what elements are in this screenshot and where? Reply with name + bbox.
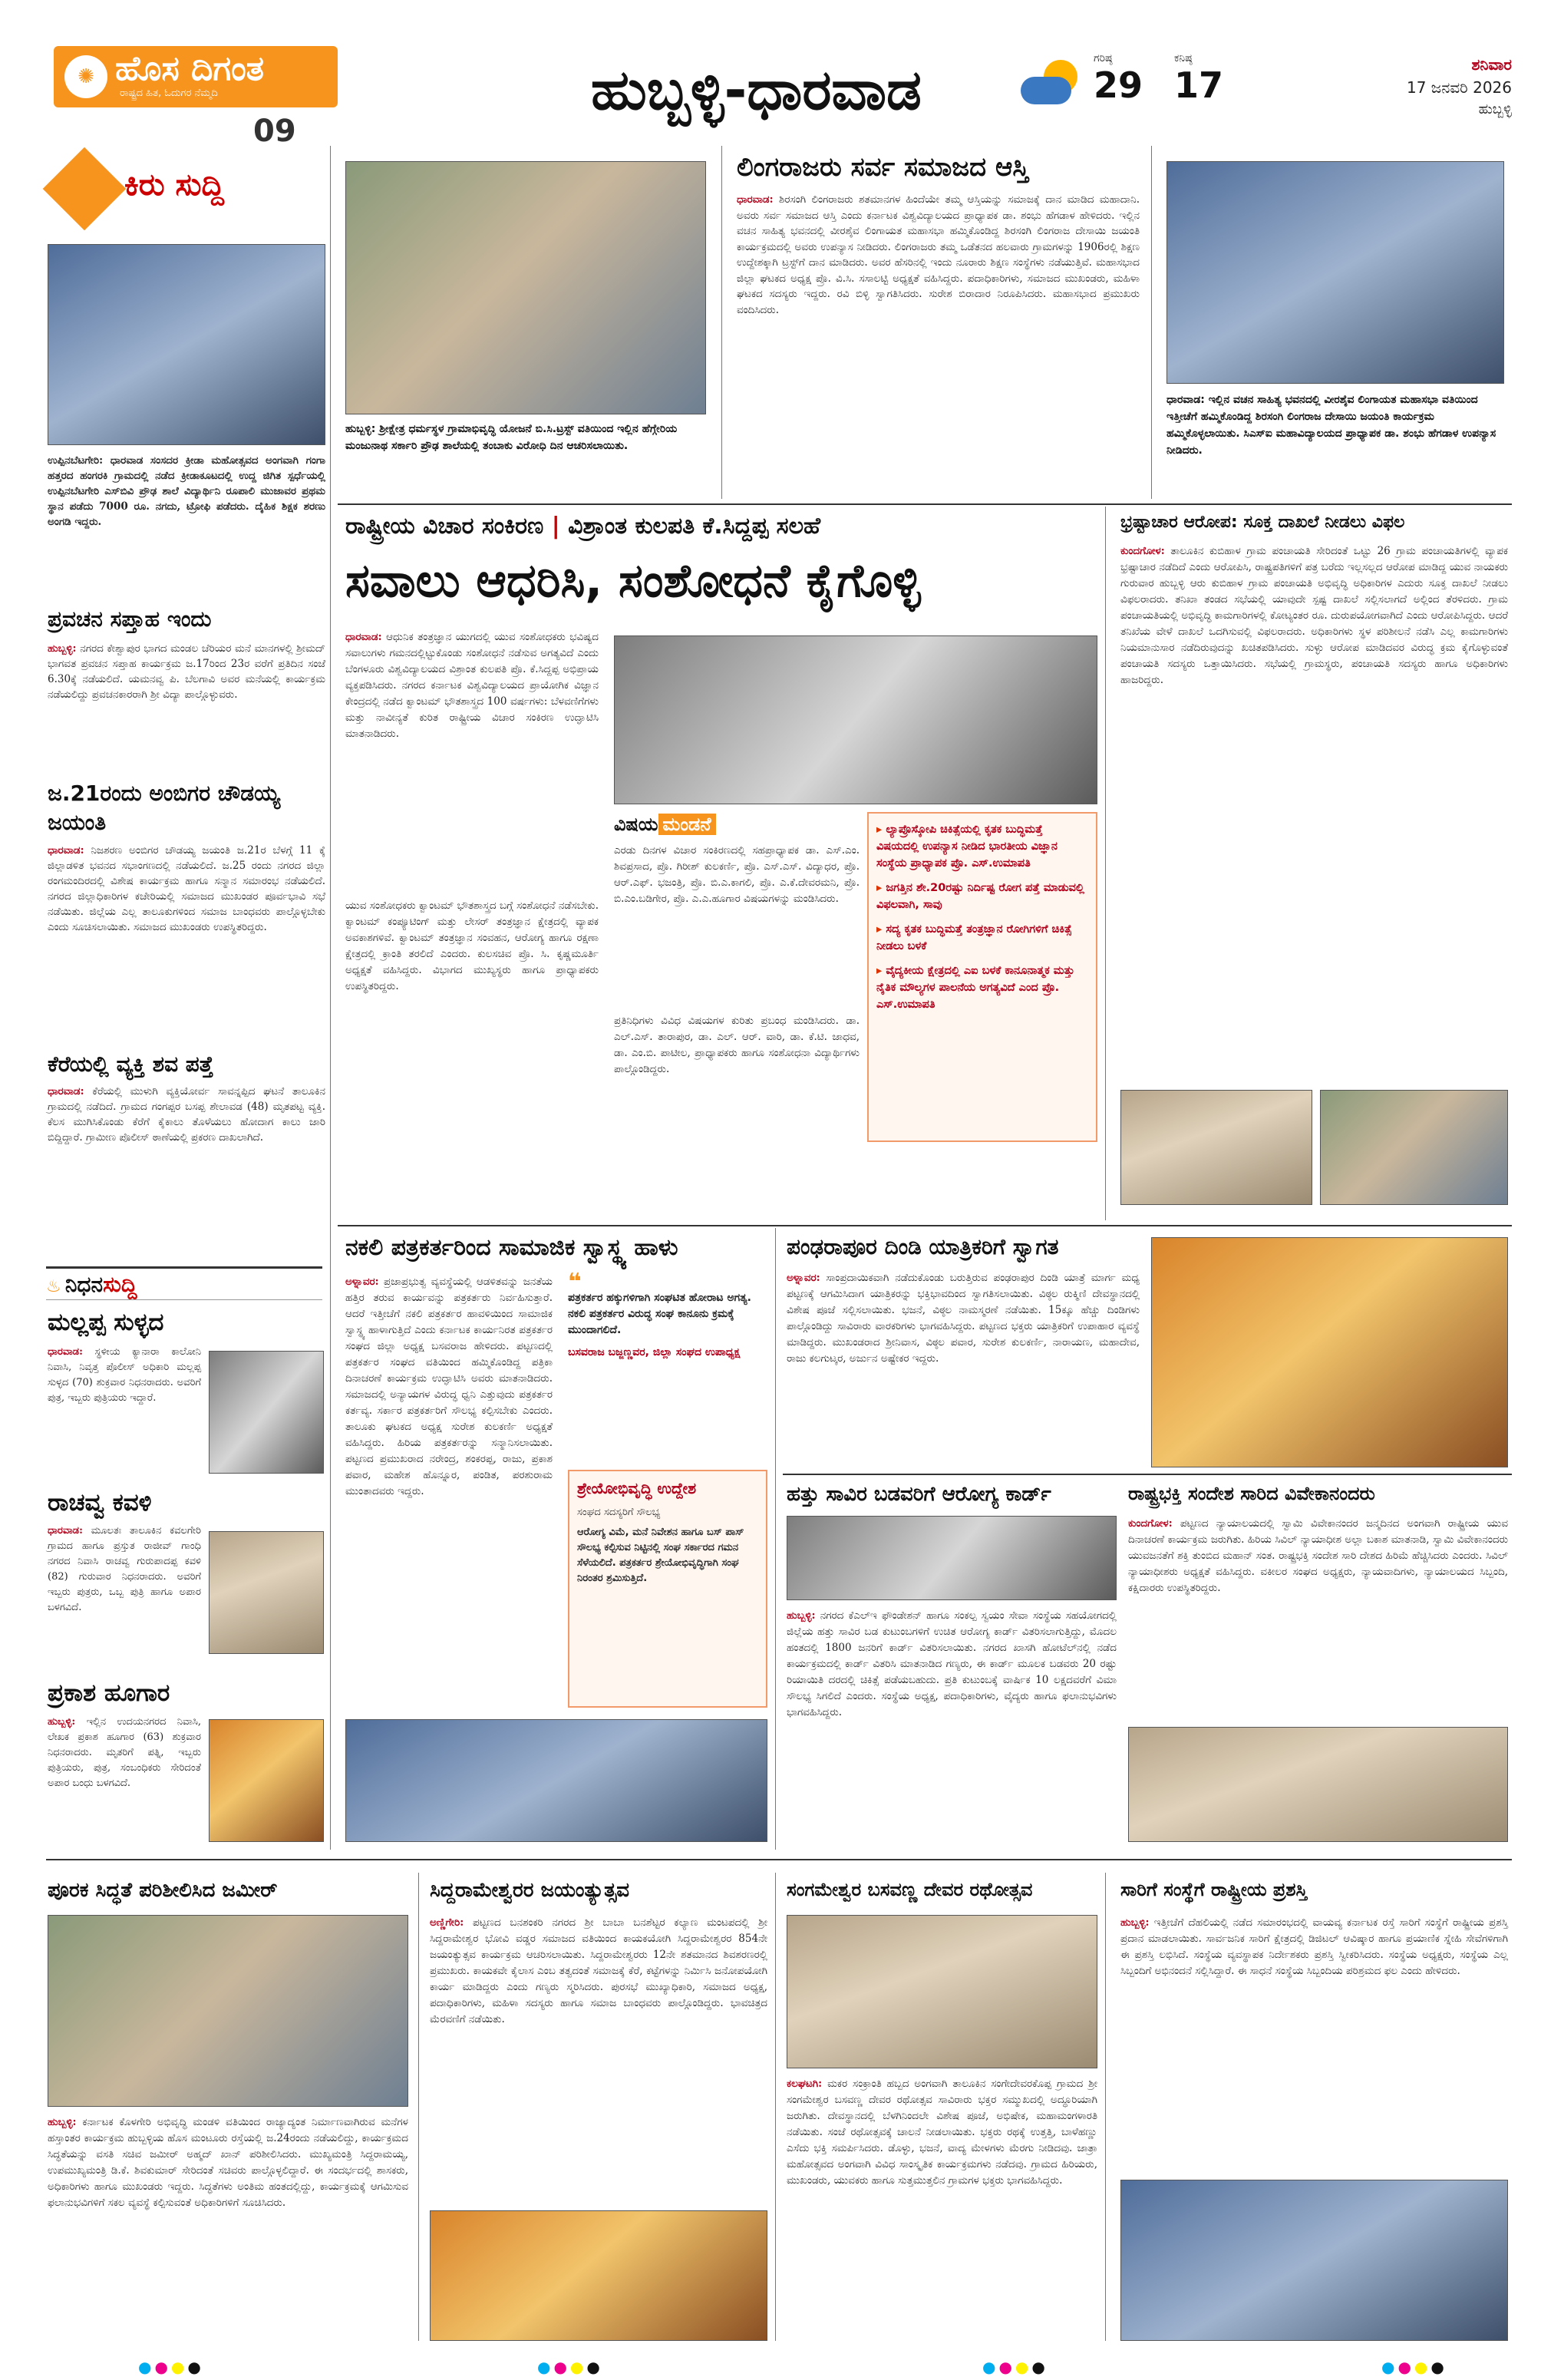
- sarige-article: [1120, 1915, 1508, 1979]
- siddarameshwara-dateline: ಅಣ್ಣಿಗೇರಿ:: [430, 1916, 464, 1929]
- pooraka-body: ಕರ್ನಾಟಕ ಕೊಳಗೇರಿ ಅಭಿವೃದ್ಧಿ ಮಂಡಳಿ ವತಿಯಿಂದ ರಾಜ್ಯಾದ್ಯಂತ ನಿರ್ಮಾಣವಾಗಿರುವ ಮನೆಗಳ ಹಸ್ತಾಂತರ ಕಾರ್ಯಕ್ರಮ ಹುಬ್ಬಳ್ಳಿಯ ಹೊಸ ಮಂಟೂರು ರಸ್ತೆಯಲ್ಲಿ ಜ.24ರಂದು ನಡೆಯಲಿದ್ದು, ಕಾರ್ಯಕ್ರಮದ ಸಿದ್ಧತೆಯನ್ನು ವಸತಿ ಸಚಿವ ಜಮೀರ್ ಅಹ್ಮದ್ ಖಾನ್ ಪರಿಶೀಲಿಸಿದರು. ಮುಖ್ಯಮಂತ್ರಿ ಸಿದ್ದರಾಮಯ್ಯ, ಉಪಮುಖ್ಯಮಂತ್ರಿ ಡಿ.ಕೆ. ಶಿವಕುಮಾರ್ ಸೇರಿದಂತೆ ಸಚಿವರು ಪಾಲ್ಗೊಳ್ಳಲಿದ್ದಾರೆ. ಈ ಸಂದರ್ಭದಲ್ಲಿ ಶಾಸಕರು, ಅಧಿಕಾರಿಗಳು ಹಾಗೂ ಮುಖಂಡರು ಇದ್ದರು. ಸಿದ್ಧತೆಗಳು ಅಂತಿಮ ಹಂತದಲ್ಲಿದ್ದು, ಕಾರ್ಯಕ್ರಮಕ್ಕೆ ಆಗಮಿಸುವ ಫಲಾನುಭವಿಗಳಿಗೆ ಸಕಲ ವ್ಯವಸ್ಥೆ ಕಲ್ಪಿಸುವಂತೆ ಅಧಿಕಾರಿಗಳಿಗೆ ಸೂಚಿಸಿದರು.: [48, 2116, 408, 2209]
- seminar-kicker-b: ವಿಶ್ರಾಂತ ಕುಲಪತಿ ಕೆ.ಸಿದ್ದಪ್ಪ ಸಲಹೆ: [568, 513, 821, 540]
- housing-inspection-photo: [48, 1915, 408, 2107]
- logo-title: ಹೊಸ ದಿಗಂತ: [115, 49, 265, 88]
- obit-3-body: ಇಲ್ಲಿನ ಉದಯನಗರದ ನಿವಾಸಿ, ಲೇಖಕ ಪ್ರಕಾಶ ಹೂಗಾರ (63) ಶುಕ್ರವಾರ ನಿಧನರಾದರು. ಮೃತರಿಗೆ ಪತ್ನಿ, ಇಬ್ಬರು ಪುತ್ರಿಯರು, ಪುತ್ರ, ಸಂಬಂಧಿಕರು ಸೇರಿದಂತೆ ಅಪಾರ ಬಂಧು ಬಳಗವಿದೆ.: [48, 1716, 201, 1789]
- chariot-photo: [787, 1915, 1097, 2068]
- ambigara-dateline: ಧಾರವಾಡ:: [48, 844, 84, 857]
- pravachana-title: ಪ್ರವಚನ ಸಪ್ತಾಹ ಇಂದು: [48, 606, 212, 632]
- nidhana-label-a: ನಿಧನ: [64, 1272, 104, 1297]
- pravachana-article: [48, 641, 325, 702]
- sports-photo: [48, 244, 325, 445]
- bhrashtachara-dateline: ಕುಂದಗೋಳ:: [1120, 545, 1165, 557]
- ambigara-article: [48, 843, 325, 935]
- newspaper-logo: [54, 46, 338, 107]
- highlight-2: ▸ ಜಗತ್ತಿನ ಶೇ.20ರಷ್ಟು ನಿರ್ದಿಷ್ಟ ರೋಗ ಪತ್ತೆ ಮಾಡುವಲ್ಲಿ ವಿಫಲವಾಗಿ, ಸಾವು: [876, 882, 1084, 911]
- pooraka-title: ಪೂರಕ ಸಿದ್ಧತೆ ಪರಿಶೀಲಿಸಿದ ಜಮೀರ್: [48, 1879, 278, 1902]
- kirusuddi-header: [48, 152, 324, 238]
- siddarameshwara-title: ಸಿದ್ದರಾಮೇಶ್ವರರ ಜಯಂತ್ಯುತ್ಸವ: [430, 1879, 630, 1902]
- lingaraj-photo-caption: ಧಾರವಾಡ: ಇಲ್ಲಿನ ವಚನ ಸಾಹಿತ್ಯ ಭವನದಲ್ಲಿ ವೀರಶೈವ ಲಿಂಗಾಯತ ಮಹಾಸಭಾ ವತಿಯಿಂದ ಇತ್ತೀಚೆಗೆ ಹಮ್ಮಿಕೊಂಡಿದ್ದ ಶಿರಸಂಗಿ ಲಿಂಗರಾಜ ದೇಸಾಯಿ ಜಯಂತಿ ಕಾರ್ಯಕ್ರಮ ಹಮ್ಮಿಕೊಳ್ಳಲಾಯಿತು. ಸಿಎಸ್‌ಐ ಮಹಾವಿದ್ಯಾಲಯದ ಪ್ರಾಧ್ಯಾಪಕ ಡಾ. ಶಂಭು ಹೆಗಡಾಳ ಉಪನ್ಯಾಸ ನೀಡಿದರು.: [1166, 394, 1496, 457]
- obit-2-body: ಮೂಲತಃ ತಾಲೂಕಿನ ಕವಲಗೇರಿ ಗ್ರಾಮದ ಹಾಗೂ ಪ್ರಸ್ತುತ ರಾಜೀವ್ ಗಾಂಧಿ ನಗರದ ನಿವಾಸಿ ರಾಚವ್ವ ಗುರುಪಾದಪ್ಪ ಕವಳಿ (82) ಗುರುವಾರ ನಿಧನರಾದರು. ಅವರಿಗೆ ಇಬ್ಬರು ಪುತ್ರರು, ಒಬ್ಬ ಪುತ್ರಿ ಹಾಗೂ ಅಪಾರ ಬಳಗವಿದೆ.: [48, 1525, 201, 1613]
- shreyobhivruddhi-side: ಸಂಘದ ಸದಸ್ಯರಿಗೆ ಸೌಲಭ್ಯ: [577, 1507, 661, 1518]
- kereyalli-title: ಕೆರೆಯಲ್ಲಿ ವ್ಯಕ್ತಿ ಶವ ಪತ್ತೆ: [48, 1051, 214, 1077]
- day-name: ಶನಿವಾರ: [1471, 55, 1512, 74]
- obit-2-dateline: ಧಾರವಾಡ:: [48, 1525, 83, 1537]
- panchayat-photo-1: [1120, 1090, 1312, 1205]
- date-block: [1343, 55, 1512, 117]
- pandharapur-body: ಸಾಂಪ್ರದಾಯಿಕವಾಗಿ ನಡೆದುಕೊಂಡು ಬರುತ್ತಿರುವ ಪಂಢರಾಪುರ ದಿಂಡಿ ಯಾತ್ರೆ ಮಾರ್ಗ ಮಧ್ಯ ಪಟ್ಟಣಕ್ಕೆ ಆಗಮಿಸಿದಾಗ ಯಾತ್ರಿಕರನ್ನು ಭಕ್ತಿಭಾವದಿಂದ ಸ್ವಾಗತಿಸಲಾಯಿತು. ವಿಠ್ಠಲ ರುಕ್ಮಿಣಿ ದೇವಸ್ಥಾನದಲ್ಲಿ ವಿಶೇಷ ಪೂಜೆ ಸಲ್ಲಿಸಲಾಯಿತು. ಭಜನೆ, ವಿಠ್ಠಲ ನಾಮಸ್ಮರಣೆ ನಡೆಯಿತು. 15ಕ್ಕೂ ಹೆಚ್ಚು ದಿಂಡಿಗಳು ಪಾಲ್ಗೊಂಡಿದ್ದು ಸಾವಿರಾರು ವಾರಕರಿಗಳು ಭಾಗವಹಿಸಿದ್ದರು. ಪಟ್ಟಣದ ಭಕ್ತರು ಯಾತ್ರಿಕರಿಗೆ ಉಪಾಹಾರ ವ್ಯವಸ್ಥೆ ಮಾಡಿದ್ದರು. ಮುಖಂಡರಾದ ಶ್ರೀನಿವಾಸ, ವಿಠ್ಠಲ ಪವಾರ, ಸುರೇಶ ಕುಲಕರ್ಣಿ, ನಾರಾಯಣ, ಮಹಾದೇವ, ರಾಜು ಕಲಗುಟ್ಕರ, ಅರ್ಜುನ ಅಷ್ಟೇಕರ ಇದ್ದರು.: [787, 1272, 1140, 1365]
- siddarameshwara-body: ಪಟ್ಟಣದ ಬನಶಂಕರಿ ನಗರದ ಶ್ರೀ ಬಾಬಾ ಬನಶೆಟ್ಟರ ಕಲ್ಯಾಣ ಮಂಟಪದಲ್ಲಿ ಶ್ರೀ ಸಿದ್ದರಾಮೇಶ್ವರ ಭೋವಿ ವಡ್ಡರ ಸಮಾಜದ ವತಿಯಿಂದ ಕಾಯಕಯೋಗಿ ಸಿದ್ದರಾಮೇಶ್ವರರ 854ನೇ ಜಯಂತ್ಯುತ್ಸವ ಕಾರ್ಯಕ್ರಮ ಆಚರಿಸಲಾಯಿತು. ಸಿದ್ದರಾಮೇಶ್ವರರು 12ನೇ ಶತಮಾನದ ಶಿವಶರಣರಲ್ಲಿ ಪ್ರಮುಖರು. ಕಾಯಕವೇ ಕೈಲಾಸ ಎಂಬ ತತ್ವದಂತೆ ಸಮಾಜಕ್ಕೆ ಕೆರೆ, ಕಟ್ಟೆಗಳನ್ನು ನಿರ್ಮಿಸಿ ಜನೋಪಯೋಗಿ ಕಾರ್ಯ ಮಾಡಿದ್ದರು ಎಂದು ಗಣ್ಯರು ಸ್ಮರಿಸಿದರು. ಪುರಸಭೆ ಮುಖ್ಯಾಧಿಕಾರಿ, ಸಮಾಜದ ಅಧ್ಯಕ್ಷ, ಪದಾಧಿಕಾರಿಗಳು, ಮಹಿಳಾ ಸದಸ್ಯರು ಹಾಗೂ ಸಮಾಜ ಬಾಂಧವರು ಪಾಲ್ಗೊಂಡಿದ್ದರು. ಭಾವಚಿತ್ರದ ಮೆರವಣಿಗೆ ನಡೆಯಿತು.: [430, 1916, 767, 2025]
- obit-1-portrait: [209, 1351, 324, 1474]
- obit-1-dateline: ಧಾರವಾಡ:: [48, 1346, 83, 1358]
- kereyalli-article: [48, 1084, 325, 1145]
- vishaya-label-b: ಮಂಡನೆ: [658, 814, 716, 835]
- quote-icon: ❝: [568, 1269, 582, 1296]
- obit-2-portrait: [209, 1531, 324, 1654]
- arogya-article: [787, 1608, 1117, 1721]
- vivekananda-dateline: ಕುಂದಗೋಳ:: [1128, 1517, 1173, 1530]
- arogya-body: ನಗರದ ಕೆಎಲ್‌ಇ ಫೌಂಡೇಶನ್ ಹಾಗೂ ಸಂಕಲ್ಪ ಸ್ವಯಂ ಸೇವಾ ಸಂಸ್ಥೆಯ ಸಹಯೋಗದಲ್ಲಿ ಜಿಲ್ಲೆಯ ಹತ್ತು ಸಾವಿರ ಬಡ ಕುಟುಂಬಗಳಿಗೆ ಉಚಿತ ಆರೋಗ್ಯ ಕಾರ್ಡ್ ವಿತರಿಸಲಾಗುತ್ತಿದ್ದು, ಮೊದಲ ಹಂತದಲ್ಲಿ 1800 ಜನರಿಗೆ ಕಾರ್ಡ್ ವಿತರಿಸಲಾಯಿತು. ನಗರದ ಖಾಸಗಿ ಹೋಟೆಲ್‌ನಲ್ಲಿ ನಡೆದ ಕಾರ್ಯಕ್ರಮದಲ್ಲಿ ಕಾರ್ಡ್ ವಿತರಿಸಿ ಮಾತನಾಡಿದ ಗಣ್ಯರು, ಈ ಕಾರ್ಡ್ ಮೂಲಕ ಬಡವರು 20 ರಷ್ಟು ರಿಯಾಯಿತಿ ದರದಲ್ಲಿ ಚಿಕಿತ್ಸೆ ಪಡೆಯಬಹುದು. ಪ್ರತಿ ಕುಟುಂಬಕ್ಕೆ ವಾರ್ಷಿಕ 10 ಲಕ್ಷದವರೆಗೆ ವಿಮಾ ಸೌಲಭ್ಯ ಸಿಗಲಿದೆ ಎಂದರು. ಸಂಸ್ಥೆಯ ಅಧ್ಯಕ್ಷ, ಪದಾಧಿಕಾರಿಗಳು, ವೈದ್ಯರು ಹಾಗೂ ಫಲಾನುಭವಿಗಳು ಭಾಗವಹಿಸಿದ್ದರು.: [787, 1609, 1117, 1718]
- lingaraj-dateline: ಧಾರವಾಡ:: [737, 193, 774, 206]
- min-temp: 17: [1174, 64, 1224, 106]
- seminar-dateline: ಧಾರವಾಡ:: [345, 631, 382, 643]
- shreyobhivruddhi-box: [568, 1470, 767, 1708]
- pandharapur-photo: [1151, 1237, 1508, 1467]
- arogya-dateline: ಹುಬ್ಬಳ್ಳಿ:: [787, 1609, 816, 1622]
- kirusuddi-label-b: ಸುದ್ದಿ: [175, 167, 224, 203]
- bhrashtachara-body: ತಾಲೂಕಿನ ಕುಬಿಹಾಳ ಗ್ರಾಮ ಪಂಚಾಯತಿ ಸೇರಿದಂತೆ ಒಟ್ಟು 26 ಗ್ರಾಮ ಪಂಚಾಯತಿಗಳಲ್ಲಿ ವ್ಯಾಪಕ ಭ್ರಷ್ಟಾಚಾರ ನಡೆದಿದೆ ಎಂದು ಆರೋಪಿಸಿ, ರಾಷ್ಟ್ರಪತಿಗಳಿಗೆ ಪತ್ರ ಬರೆದು ಇಲ್ಲಸಲ್ಲದ ಆರೋಪ ಮಾಡಿದ್ದ ಯುವ ನಾಯಕರು ಗುರುವಾರ ಹುಬ್ಬಳ್ಳಿ ಆರು ಕುಬಿಹಾಳ ಗ್ರಾಮ ಪಂಚಾಯತಿ ಅಭಿವೃದ್ಧಿ ಅಧಿಕಾರಿಗಳ ಎದುರು ಸೂಕ್ತ ದಾಖಲೆ ನೀಡಲು ವಿಫಲರಾದರು. ತನಿಖಾ ತಂಡದ ಸಭೆಯಲ್ಲಿ ಯಾವುದೇ ಸ್ಪಷ್ಟ ದಾಖಲೆ ಸಲ್ಲಿಸಲಾಗದೆ ಅಲ್ಲಿಂದ ತೆರಳಿದರು. ಗ್ರಾಮ ಪಂಚಾಯತಿಯಲ್ಲಿ ಅಭಿವೃದ್ಧಿ ಕಾಮಗಾರಿಗಳಲ್ಲಿ ಕೋಟ್ಯಂತರ ರೂ. ದುರುಪಯೋಗವಾಗಿದೆ ಎಂದು ಆರೋಪಿಸಿದ್ದರು. ಆದರೆ ತನಿಖೆಯ ವೇಳೆ ದಾಖಲೆ ಒದಗಿಸುವಲ್ಲಿ ವಿಫಲರಾದರು. ಅಧಿಕಾರಿಗಳು ಸ್ಥಳ ಪರಿಶೀಲನೆ ನಡೆಸಿ ಎಲ್ಲ ಕಾಮಗಾರಿಗಳು ನಿಯಮಾನುಸಾರ ನಡೆದಿರುವುದನ್ನು ಖಚಿತಪಡಿಸಿದರು. ಸುಳ್ಳು ಆರೋಪ ಮಾಡಿದವರ ವಿರುದ್ಧ ಕ್ರಮ ಕೈಗೊಳ್ಳುವಂತೆ ಪಂಚಾಯತಿ ಸದಸ್ಯರು ಒತ್ತಾಯಿಸಿದರು. ಸಭೆಯಲ್ಲಿ ಗ್ರಾಮಸ್ಥರು, ಪಂಚಾಯತಿ ಸದಸ್ಯರು ಹಾಗೂ ಅಧಿಕಾರಿಗಳು ಹಾಜರಿದ್ದರು.: [1120, 545, 1509, 686]
- kereyalli-body: ಕೆರೆಯಲ್ಲಿ ಮುಳುಗಿ ವ್ಯಕ್ತಿಯೋರ್ವ ಸಾವನ್ನಪ್ಪಿದ ಘಟನೆ ತಾಲೂಕಿನ ಗ್ರಾಮದಲ್ಲಿ ನಡೆದಿದೆ. ಗ್ರಾಮದ ಗಂಗಪ್ಪರ ಬಸಪ್ಪ ಶೇಲಾವಡ (48) ಮೃತಪಟ್ಟ ವ್ಯಕ್ತಿ. ಕೆಲಸ ಮುಗಿಸಿಕೊಂಡು ಕೆರೆಗೆ ಕೈಕಾಲು ತೊಳೆಯಲು ಹೋದಾಗ ಕಾಲು ಜಾರಿ ಬಿದ್ದಿದ್ದಾರೆ. ಗ್ರಾಮೀಣ ಪೊಲೀಸ್ ಠಾಣೆಯಲ್ಲಿ ಪ್ರಕರಣ ದಾಖಲಾಗಿದೆ.: [48, 1085, 325, 1144]
- min-temp-label: ಕನಿಷ್ಠ: [1174, 52, 1193, 64]
- nakali-dateline: ಅಳ್ನಾವರ:: [345, 1276, 379, 1288]
- sangameshwara-body: ಮಕರ ಸಂಕ್ರಾಂತಿ ಹಬ್ಬದ ಅಂಗವಾಗಿ ತಾಲೂಕಿನ ಸಂಗೇದೇವರಕೊಪ್ಪ ಗ್ರಾಮದ ಶ್ರೀ ಸಂಗಮೇಶ್ವರ ಬಸವಣ್ಣ ದೇವರ ರಥೋತ್ಸವ ಸಾವಿರಾರು ಭಕ್ತರ ಸಮ್ಮುಖದಲ್ಲಿ ಅದ್ಧೂರಿಯಾಗಿ ಜರುಗಿತು. ದೇವಸ್ಥಾನದಲ್ಲಿ ಬೆಳಗಿನಿಂದಲೇ ವಿಶೇಷ ಪೂಜೆ, ಅಭಿಷೇಕ, ಮಹಾಮಂಗಳಾರತಿ ನಡೆಯಿತು. ಸಂಜೆ ರಥೋತ್ಸವಕ್ಕೆ ಚಾಲನೆ ನೀಡಲಾಯಿತು. ಭಕ್ತರು ರಥಕ್ಕೆ ಉತ್ತತ್ತಿ, ಬಾಳೆಹಣ್ಣು ಎಸೆದು ಭಕ್ತಿ ಸಮರ್ಪಿಸಿದರು. ಡೊಳ್ಳು, ಭಜನೆ, ವಾದ್ಯ ಮೇಳಗಳು ಮೆರಗು ನೀಡಿದವು. ಜಾತ್ರಾ ಮಹೋತ್ಸವದ ಅಂಗವಾಗಿ ವಿವಿಧ ಸಾಂಸ್ಕೃತಿಕ ಕಾರ್ಯಕ್ರಮಗಳು ನಡೆದವು. ಗ್ರಾಮದ ಹಿರಿಯರು, ಮುಖಂಡರು, ಯುವಕರು ಹಾಗೂ ಸುತ್ತಮುತ್ತಲಿನ ಗ್ರಾಮಗಳ ಭಕ್ತರು ಭಾಗವಹಿಸಿದ್ದರು.: [787, 2078, 1097, 2187]
- nakali-quote: ಪತ್ರಕರ್ತರ ಹಕ್ಕುಗಳಿಗಾಗಿ ಸಂಘಟಿತ ಹೋರಾಟ ಅಗತ್ಯ. ನಕಲಿ ಪತ್ರಕರ್ತರ ವಿರುದ್ಧ ಸಂಘ ಕಾನೂನು ಕ್ರಮಕ್ಕೆ ಮುಂದಾಗಲಿದೆ.: [568, 1292, 751, 1336]
- min-temp-block: [1174, 52, 1223, 106]
- highlight-3-text: ಸದ್ಯ ಕೃತಕ ಬುದ್ಧಿಮತ್ತೆ ತಂತ್ರಜ್ಞಾನ ರೋಗಿಗಳಿಗೆ ಚಿಕಿತ್ಸೆ ನೀಡಲು ಬಳಕೆ: [876, 923, 1072, 952]
- sangameshwara-article: [787, 2076, 1097, 2189]
- vishaya-body-1: ಎರಡು ದಿನಗಳ ವಿಚಾರ ಸಂಕಿರಣದಲ್ಲಿ ಸಹಪ್ರಾಧ್ಯಾಪಕ ಡಾ. ಎಸ್.ಎಂ. ಶಿವಪ್ರಸಾದ, ಪ್ರೊ. ಗಿರೀಶ್ ಕುಲಕರ್ಣಿ, ಪ್ರೊ. ಎಸ್.ಎಸ್. ವಿದ್ಯಾಧರ, ಪ್ರೊ. ಆರ್.ಎಫ್. ಭಜಂತ್ರಿ, ಪ್ರೊ. ಬಿ.ಎ.ಕಾಗಲಿ, ಪ್ರೊ. ಎ.ಕೆ.ದೇವರಮನಿ, ಪ್ರೊ. ಬಿ.ಎಂ.ಬಡಿಗೇರ, ಪ್ರೊ. ಎ.ಎ.ಹೂಗಾರ ವಿಷಯಗಳನ್ನು ಮಂಡಿಸಿದರು.: [614, 844, 860, 905]
- vishaya-body-2: ಪ್ರತಿನಿಧಿಗಳು ವಿವಿಧ ವಿಷಯಗಳ ಕುರಿತು ಪ್ರಬಂಧ ಮಂಡಿಸಿದರು. ಡಾ. ಎಲ್.ಎಸ್. ತಾರಾಪುರ, ಡಾ. ಎಲ್. ಆರ್. ವಾರಿ, ಡಾ. ಕೆ.ಟಿ. ಜಾಧವ, ಡಾ. ಎಂ.ಬಿ. ಪಾಟೀಲ, ಪ್ರಾಧ್ಯಾಪಕರು ಹಾಗೂ ಸಂಶೋಧನಾ ವಿದ್ಯಾರ್ಥಿಗಳು ಪಾಲ್ಗೊಂಡಿದ್ದರು.: [614, 1015, 860, 1075]
- highlights-box: [867, 812, 1097, 1142]
- bhrashtachara-title: ಭ್ರಷ್ಟಾಚಾರ ಆರೋಪ: ಸೂಕ್ತ ದಾಖಲೆ ನೀಡಲು ವಿಫಲ: [1120, 513, 1405, 532]
- tobacco-day-photo: [345, 161, 706, 414]
- obit-1-body: ಸ್ಥಳೀಯ ಕ್ಯಾನಾರಾ ಕಾಲೋನಿ ನಿವಾಸಿ, ನಿವೃತ್ತ ಪೊಲೀಸ್ ಅಧಿಕಾರಿ ಮಲ್ಲಪ್ಪ ಸುಳ್ಳದ (70) ಶುಕ್ರವಾರ ನಿಧನರಾದರು. ಅವರಿಗೆ ಪುತ್ರ, ಇಬ್ಬರು ಪುತ್ರಿಯರು ಇದ್ದಾರೆ.: [48, 1346, 201, 1404]
- obit-name-1: ಮಲ್ಲಪ್ಪ ಸುಳ್ಳದ: [48, 1309, 164, 1336]
- kirusuddi-label-a: ಕಿರು: [124, 167, 165, 203]
- nakali-quote-box: [568, 1269, 767, 1361]
- max-temp: 29: [1094, 64, 1143, 106]
- section-title: ಹುಬ್ಬಳ್ಳಿ-ಧಾರವಾಡ: [591, 58, 922, 122]
- health-card-photo: [787, 1516, 1117, 1600]
- highlight-2-text: ಜಗತ್ತಿನ ಶೇ.20ರಷ್ಟು ನಿರ್ದಿಷ್ಟ ರೋಗ ಪತ್ತೆ ಮಾಡುವಲ್ಲಿ ವಿಫಲವಾಗಿ, ಸಾವು: [876, 882, 1084, 911]
- pandharapur-dateline: ಅಳ್ನಾವರ:: [787, 1272, 820, 1284]
- sangameshwara-dateline: ಕಲಘಟಗಿ:: [787, 2078, 823, 2090]
- kirusuddi-caption: ಉಪ್ಪಿನಬೆಟಗೇರಿ: ಧಾರವಾಡ ಸಂಸದರ ಕ್ರೀಡಾ ಮಹೋತ್ಸವದ ಅಂಗವಾಗಿ ಗಂಗಾ ಹತ್ತರದ ಹಂಗರಕಿ ಗ್ರಾಮದಲ್ಲಿ ನಡೆದ ಕ್ರೀಡಾಕೂಟದಲ್ಲಿ ಉದ್ದ ಜಿಗಿತ ಸ್ಪರ್ಧೆಯಲ್ಲಿ ಉಪ್ಪಿನಬೆಟಗೇರಿ ಎಸ್‌ಬಿವಿ ಪ್ರೌಢ ಶಾಲೆ ವಿದ್ಯಾರ್ಥಿನಿ ರೂಪಾಲಿ ಮುಜಾವರ ಪ್ರಥಮ ಸ್ಥಾನ ಪಡೆದು 7000 ರೂ. ನಗದು, ಟ್ರೋಫಿ ಪಡೆದರು. ದೈಹಿಕ ಶಿಕ್ಷಕ ಶರಣು ಅಂಗಡಿ ಇದ್ದರು.: [48, 454, 325, 528]
- lingaraj-body: ಶಿರಸಂಗಿ ಲಿಂಗರಾಜರು ಶತಮಾನಗಳ ಹಿಂದೆಯೇ ತಮ್ಮ ಆಸ್ತಿಯನ್ನು ಸಮಾಜಕ್ಕೆ ದಾನ ಮಾಡಿದ ಮಹಾದಾನಿ. ಅವರು ಸರ್ವ ಸಮಾಜದ ಆಸ್ತಿ ಎಂದು ಕರ್ನಾಟಕ ವಿಶ್ವವಿದ್ಯಾಲಯದ ಪ್ರಾಧ್ಯಾಪಕ ಡಾ. ಶಂಭು ಹೆಗಡಾಳ ಹೇಳಿದರು. ಇಲ್ಲಿನ ವಚನ ಸಾಹಿತ್ಯ ಭವನದಲ್ಲಿ ವೀರಶೈವ ಲಿಂಗಾಯತ ಮಹಾಸಭಾ ಹಮ್ಮಿಕೊಂಡಿದ್ದ ಶಿರಸಂಗಿ ಲಿಂಗರಾಜ ದೇಸಾಯಿ ಜಯಂತಿ ಕಾರ್ಯಕ್ರಮದಲ್ಲಿ ಅವರು ಉಪನ್ಯಾಸ ನೀಡಿದರು. ಲಿಂಗರಾಜರು ತಮ್ಮ ಒಡೆತನದ ಹಲವಾರು ಗ್ರಾಮಗಳನ್ನು 1906ರಲ್ಲಿ ಶಿಕ್ಷಣ ಉದ್ದೇಶಕ್ಕಾಗಿ ಟ್ರಸ್ಟ್‌ಗೆ ದಾನ ಮಾಡಿದರು. ಅವರ ಹೆಸರಿನಲ್ಲಿ ಇಂದು ನೂರಾರು ಶಿಕ್ಷಣ ಸಂಸ್ಥೆಗಳು ನಡೆಯುತ್ತಿವೆ. ಮಹಾಸಭಾದ ಜಿಲ್ಲಾ ಘಟಕದ ಅಧ್ಯಕ್ಷ ಪ್ರೊ. ವಿ.ಸಿ. ಸಸಾಲಟ್ಟಿ ಅಧ್ಯಕ್ಷತೆ ವಹಿಸಿದ್ದರು. ಪದಾಧಿಕಾರಿಗಳು, ಸಮಾಜದ ಮುಖಂಡರು, ಮಹಿಳಾ ಘಟಕದ ಸದಸ್ಯರು ಇದ್ದರು. ರವಿ ಬಿಳ್ಳಿ ಸ್ವಾಗತಿಸಿದರು. ಸುರೇಶ ಬಿರಾದಾರ ನಿರೂಪಿಸಿದರು. ಮಹಾಸಭಾದ ಪ್ರಮುಖರು ವಂದಿಸಿದರು.: [737, 193, 1140, 316]
- pravachana-body: ನಗರದ ಕೇಶ್ವಾಪುರ ಭಾಗದ ಮಂಡಲ ಚೆರಿಯರ ಮನೆ ಮಾನಗಳಲ್ಲಿ ಶ್ರೀಮದ್ ಭಾಗವತ ಪ್ರವಚನ ಸಪ್ತಾಹ ಕಾರ್ಯಕ್ರಮ ಜ.17ರಿಂದ 23ರ ವರೆಗೆ ಪ್ರತಿದಿನ ಸಂಜೆ 6.30ಕ್ಕೆ ನಡೆಯಲಿದೆ. ಯಮನವ್ವ ಪಿ. ಬೆಲಗಾವಿ ಅವರ ಮನೆಯಲ್ಲಿ ಕಾರ್ಯಕ್ರಮ ನಡೆಯಲಿದ್ದು ಪ್ರವಚನಕಾರರಾಗಿ ಶ್ರೀ ವಿದ್ಯಾ ಪಾಲ್ಗೊಳ್ಳುವರು.: [48, 642, 325, 701]
- nakali-quote-by: ಬಸವರಾಜ ಬಜ್ಜಣ್ಣವರ, ಜಿಲ್ಲಾ ಸಂಘದ ಉಪಾಧ್ಯಕ್ಷ: [568, 1346, 741, 1358]
- highlight-1-text: ಲ್ಯಾಪ್ರೊಸ್ಕೋಪಿ ಚಿಕಿತ್ಸೆಯಲ್ಲಿ ಕೃತಕ ಬುದ್ಧಿಮತ್ತೆ ವಿಷಯದಲ್ಲಿ ಉಪನ್ಯಾಸ ನೀಡಿದ ಭಾರತೀಯ ವಿಜ್ಞಾನ ಸಂಸ್ಥೆಯ ಪ್ರಾಧ್ಯಾಪಕ ಪ್ರೊ. ಎಸ್.ಉಮಾಪತಿ: [876, 824, 1058, 870]
- panchayat-photo-2: [1320, 1090, 1508, 1205]
- vishaya-header: [614, 814, 844, 837]
- obit-3-portrait: [209, 1719, 324, 1842]
- obit-2: [48, 1523, 201, 1616]
- obit-1: [48, 1345, 201, 1406]
- vivekananda-article: [1128, 1516, 1508, 1596]
- obit-3: [48, 1715, 201, 1791]
- seminar-title: ಸವಾಲು ಆಧರಿಸಿ, ಸಂಶೋಧನೆ ಕೈಗೊಳ್ಳಿ: [345, 554, 921, 608]
- pravachana-dateline: ಹುಬ್ಬಳ್ಳಿ:: [48, 642, 77, 655]
- edition-place: ಹುಬ್ಬಳ್ಳಿ: [1478, 101, 1512, 117]
- vivekananda-body: ಪಟ್ಟಣದ ನ್ಯಾಯಾಲಯದಲ್ಲಿ ಸ್ವಾಮಿ ವಿವೇಕಾನಂದರ ಜನ್ಮದಿನದ ಅಂಗವಾಗಿ ರಾಷ್ಟ್ರೀಯ ಯುವ ದಿನಾಚರಣೆ ಕಾರ್ಯಕ್ರಮ ಜರುಗಿತು. ಹಿರಿಯ ಸಿವಿಲ್ ನ್ಯಾಯಾಧೀಶ ಅಲ್ಲಾ ಬಕಾಶ ಮಾತನಾಡಿ, ಸ್ವಾಮಿ ವಿವೇಕಾನಂದರು ಯುವಜನತೆಗೆ ಶಕ್ತಿ ತುಂಬಿದ ಮಹಾನ್ ಸಂತ. ರಾಷ್ಟ್ರಭಕ್ತಿ ಸಂದೇಶ ಸಾರಿ ದೇಶದ ಹಿರಿಮೆ ಹೆಚ್ಚಿಸಿದರು ಎಂದರು. ಸಿವಿಲ್ ನ್ಯಾಯಾಧೀಶರು ಅಧ್ಯಕ್ಷತೆ ವಹಿಸಿದ್ದರು. ವಕೀಲರ ಸಂಘದ ಅಧ್ಯಕ್ಷರು, ನ್ಯಾಯವಾದಿಗಳು, ನ್ಯಾಯಾಲಯದ ಸಿಬ್ಬಂದಿ, ಕಕ್ಷಿದಾರರು ಉಪಸ್ಥಿತರಿದ್ದರು.: [1128, 1517, 1508, 1594]
- logo-emblem-icon: ✺: [64, 55, 107, 98]
- court-event-photo: [1128, 1727, 1508, 1842]
- obit-name-3: ಪ್ರಕಾಶ ಹೂಗಾರ: [48, 1679, 170, 1707]
- obit-name-2: ರಾಚವ್ವ ಕವಳಿ: [48, 1489, 152, 1517]
- nidhana-label-b: ಸುದ್ದಿ: [103, 1272, 137, 1297]
- tobacco-day-caption: ಹುಬ್ಬಳ್ಳಿ: ಶ್ರೀಕ್ಷೇತ್ರ ಧರ್ಮಸ್ಥಳ ಗ್ರಾಮಾಭಿವೃದ್ಧಿ ಯೋಜನೆ ಬಿ.ಸಿ.ಟ್ರಸ್ಟ್ ವತಿಯಿಂದ ಇಲ್ಲಿನ ಹೆಗ್ಗೇರಿಯ ಮಂಜುನಾಥ ಸರ್ಕಾರಿ ಪ್ರೌಢ ಶಾಲೆಯಲ್ಲಿ ತಂಬಾಕು ವಿರೋಧಿ ದಿನ ಆಚರಿಸಲಾಯಿತು.: [345, 423, 678, 452]
- lingaraj-article: [737, 192, 1140, 318]
- registration-dots-1: ●●●●: [138, 2358, 204, 2376]
- bhrashtachara-article: [1120, 543, 1508, 688]
- lamp-icon: ♨: [46, 1277, 61, 1296]
- ambigara-body: ನಿಜಶರಣ ಅಂಬಿಗರ ಚೌಡಯ್ಯ ಜಯಂತಿ ಜ.21ರ ಬೆಳಗ್ಗೆ 11 ಕ್ಕೆ ಜಿಲ್ಲಾಡಳಿತ ಭವನದ ಸಭಾಂಗಣದಲ್ಲಿ ನಡೆಯಲಿದೆ. ಜ.25 ರಂದು ನಗರದ ಜಿಲ್ಲಾ ರಂಗಮಂದಿರದಲ್ಲಿ ವಿಶೇಷ ಕಾರ್ಯಕ್ರಮ ಹಾಗೂ ಸನ್ಮಾನ ಸಮಾರಂಭ ನಡೆಯಲಿದೆ. ನಗರದ ಜಿಲ್ಲಾಧಿಕಾರಿಗಳ ಕಚೇರಿಯಲ್ಲಿ ಸಮಾಜದ ಮುಖಂಡರ ಪೂರ್ವಭಾವಿ ಸಭೆ ನಡೆಯಿತು. ಜಿಲ್ಲೆಯ ಎಲ್ಲ ತಾಲೂಕುಗಳಿಂದ ಸಮಾಜ ಬಾಂಧವರು ಪಾಲ್ಗೊಳ್ಳಬೇಕು ಎಂದು ಸೂಚಿಸಲಾಯಿತು. ಸಮಾಜದ ಮುಖಂಡರು ಉಪಸ್ಥಿತರಿದ್ದರು.: [48, 844, 325, 933]
- pandharapur-title: ಪಂಢರಾಪೂರ ದಿಂಡಿ ಯಾತ್ರಿಕರಿಗೆ ಸ್ವಾಗತ: [787, 1234, 1059, 1259]
- highlight-1: ▸ ಲ್ಯಾಪ್ರೊಸ್ಕೋಪಿ ಚಿಕಿತ್ಸೆಯಲ್ಲಿ ಕೃತಕ ಬುದ್ಧಿಮತ್ತೆ ವಿಷಯದಲ್ಲಿ ಉಪನ್ಯಾಸ ನೀಡಿದ ಭಾರತೀಯ ವಿಜ್ಞಾನ ಸಂಸ್ಥೆಯ ಪ್ರಾಧ್ಯಾಪಕ ಪ್ರೊ. ಎಸ್.ಉಮಾಪತಿ: [876, 824, 1058, 870]
- pooraka-article: [48, 2114, 408, 2211]
- seminar-photo: [614, 635, 1097, 804]
- vivekananda-title: ರಾಷ್ಟ್ರಭಕ್ತಿ ಸಂದೇಶ ಸಾರಿದ ವಿವೇಕಾನಂದರು: [1128, 1483, 1375, 1504]
- shreyobhivruddhi-body: ಆರೋಗ್ಯ ವಿಮೆ, ಮನೆ ನಿವೇಶನ ಹಾಗೂ ಬಸ್ ಪಾಸ್ ಸೌಲಭ್ಯ ಕಲ್ಪಿಸುವ ನಿಟ್ಟಿನಲ್ಲಿ ಸಂಘ ಸರ್ಕಾರದ ಗಮನ ಸೆಳೆಯಲಿದೆ. ಪತ್ರಕರ್ತರ ಶ್ರೇಯೋಭಿವೃದ್ಧಿಗಾಗಿ ಸಂಘ ನಿರಂತರ ಶ್ರಮಿಸುತ್ತಿದೆ.: [577, 1527, 744, 1584]
- seminar-body-1: ಆಧುನಿಕ ತಂತ್ರಜ್ಞಾನ ಯುಗದಲ್ಲಿ ಯುವ ಸಂಶೋಧಕರು ಭವಿಷ್ಯದ ಸವಾಲುಗಳು ಗಮನದಲ್ಲಿಟ್ಟುಕೊಂಡು ಸಂಶೋಧನೆ ನಡೆಸುವ ಅಗತ್ಯವಿದೆ ಎಂದು ಬೆಂಗಳೂರು ವಿಶ್ವವಿದ್ಯಾಲಯದ ವಿಶ್ರಾಂತ ಕುಲಪತಿ ಪ್ರೊ. ಕೆ.ಸಿದ್ದಪ್ಪ ಅಭಿಪ್ರಾಯ ವ್ಯಕ್ತಪಡಿಸಿದರು. ನಗರದ ಕರ್ನಾಟಕ ವಿಶ್ವವಿದ್ಯಾಲಯದ ಪ್ರಾಯೋಗಿಕ ವಿಜ್ಞಾನ ಕೇಂದ್ರದಲ್ಲಿ ನಡೆದ ಕ್ವಾಂಟಮ್ ಭೌತಶಾಸ್ತ್ರದ 100 ವರ್ಷಗಳು: ಬೆಳವಣಿಗೆಗಳು ಮತ್ತು ನಾವೀನ್ಯತೆ ಕುರಿತ ರಾಷ್ಟ್ರೀಯ ವಿಚಾರ ಸಂಕಿರಣ ಉದ್ಘಾಟಿಸಿ ಮಾತನಾಡಿದರು.: [345, 631, 599, 740]
- seminar-body-2: ಯುವ ಸಂಶೋಧಕರು ಕ್ವಾಂಟಮ್ ಭೌತಶಾಸ್ತ್ರದ ಬಗ್ಗೆ ಸಂಶೋಧನೆ ನಡೆಸಬೇಕು. ಕ್ವಾಂಟಮ್ ಕಂಪ್ಯೂಟಿಂಗ್ ಮತ್ತು ಲೇಸರ್ ತಂತ್ರಜ್ಞಾನ ಕ್ಷೇತ್ರದಲ್ಲಿ ವ್ಯಾಪಕ ಅವಕಾಶಗಳಿವೆ. ಕ್ವಾಂಟಮ್ ತಂತ್ರಜ್ಞಾನ ಸಂವಹನ, ಆರೋಗ್ಯ ಹಾಗೂ ರಕ್ಷಣಾ ಕ್ಷೇತ್ರದಲ್ಲಿ ಕ್ರಾಂತಿ ತರಲಿದೆ ಎಂದರು. ಕುಲಸಚಿವ ಪ್ರೊ. ಸಿ. ಕೃಷ್ಣಮೂರ್ತಿ ಅಧ್ಯಕ್ಷತೆ ವಹಿಸಿದ್ದರು. ವಿಭಾಗದ ಮುಖ್ಯಸ್ಥರು ಹಾಗೂ ಪ್ರಾಧ್ಯಾಪಕರು ಉಪಸ್ಥಿತರಿದ್ದರು.: [345, 900, 599, 992]
- ambigara-title: ಜ.21ರಂದು ಅಂಬಿಗರ ಚೌಡಯ್ಯ ಜಯಂತಿ: [48, 781, 280, 835]
- issue-date: 17 ಜನವರಿ 2026: [1406, 78, 1512, 97]
- sarige-body: ಇತ್ತೀಚೆಗೆ ದೆಹಲಿಯಲ್ಲಿ ನಡೆದ ಸಮಾರಂಭದಲ್ಲಿ ವಾಯವ್ಯ ಕರ್ನಾಟಕ ರಸ್ತೆ ಸಾರಿಗೆ ಸಂಸ್ಥೆಗೆ ರಾಷ್ಟ್ರೀಯ ಪ್ರಶಸ್ತಿ ಪ್ರದಾನ ಮಾಡಲಾಯಿತು. ಸಾರ್ವಜನಿಕ ಸಾರಿಗೆ ಕ್ಷೇತ್ರದಲ್ಲಿ ಡಿಜಿಟಲ್ ಆವಿಷ್ಕಾರ ಹಾಗೂ ಪ್ರಯಾಣಿಕ ಸ್ನೇಹಿ ಸೇವೆಗಳಿಗಾಗಿ ಈ ಪ್ರಶಸ್ತಿ ಲಭಿಸಿದೆ. ಸಂಸ್ಥೆಯ ವ್ಯವಸ್ಥಾಪಕ ನಿರ್ದೇಶಕರು ಪ್ರಶಸ್ತಿ ಸ್ವೀಕರಿಸಿದರು. ಸಂಸ್ಥೆಯ ಅಧ್ಯಕ್ಷರು, ಸಂಸ್ಥೆಯ ಎಲ್ಲ ಸಿಬ್ಬಂದಿಗೆ ಅಭಿನಂದನೆ ಸಲ್ಲಿಸಿದ್ದಾರೆ. ಈ ಸಾಧನೆ ಸಂಸ್ಥೆಯ ಸಿಬ್ಬಂದಿಯ ಪರಿಶ್ರಮದ ಫಲ ಎಂದು ಹೇಳಿದರು.: [1120, 1916, 1508, 1977]
- vishaya-label-a: ವಿಷಯ: [614, 814, 658, 835]
- registration-dots-4: ●●●●: [1381, 2358, 1447, 2376]
- jayanti-photo: [430, 2210, 767, 2341]
- highlight-3: ▸ ಸದ್ಯ ಕೃತಕ ಬುದ್ಧಿಮತ್ತೆ ತಂತ್ರಜ್ಞಾನ ರೋಗಿಗಳಿಗೆ ಚಿಕಿತ್ಸೆ ನೀಡಲು ಬಳಕೆ: [876, 923, 1072, 952]
- highlight-4: ▸ ವೈದ್ಯಕೀಯ ಕ್ಷೇತ್ರದಲ್ಲಿ ಎಐ ಬಳಕೆ ಕಾನೂನಾತ್ಮಕ ಮತ್ತು ನೈತಿಕ ಮೌಲ್ಯಗಳ ಪಾಲನೆಯ ಅಗತ್ಯವಿದೆ ಎಂದ ಪ್ರೊ. ಎಸ್.ಉಮಾಪತಿ: [876, 965, 1075, 1011]
- nidhana-header: [46, 1266, 322, 1300]
- max-temp-label: ಗರಿಷ್ಠ: [1094, 52, 1113, 64]
- seminar-article-1: [345, 629, 599, 742]
- hand-icon: [43, 147, 127, 231]
- logo-tagline: ರಾಷ್ಟ್ರದ ಹಿತ, ಓದುಗರ ನೆಮ್ಮದಿ: [120, 87, 218, 99]
- page-number: 09: [253, 114, 296, 149]
- sarige-dateline: ಹುಬ್ಬಳ್ಳಿ:: [1120, 1916, 1150, 1929]
- siddarameshwara-article: [430, 1915, 767, 2028]
- lingaraj-title: ಲಿಂಗರಾಜರು ಸರ್ವ ಸಮಾಜದ ಆಸ್ತಿ: [737, 152, 1029, 183]
- arogya-title: ಹತ್ತು ಸಾವಿರ ಬಡವರಿಗೆ ಆರೋಗ್ಯ ಕಾರ್ಡ್: [787, 1483, 1051, 1506]
- shreyobhivruddhi-title: ಶ್ರೇಯೋಭಿವೃದ್ಧಿ ಉದ್ದೇಶ: [577, 1479, 697, 1497]
- kereyalli-dateline: ಧಾರವಾಡ:: [48, 1085, 84, 1098]
- nakali-body: ಪ್ರಜಾಪ್ರಭುತ್ವ ವ್ಯವಸ್ಥೆಯಲ್ಲಿ ಆಡಳಿತವನ್ನು ಜನತೆಯ ಹತ್ತಿರ ತರುವ ಕಾರ್ಯವನ್ನು ಪತ್ರಕರ್ತರು ನಿರ್ವಹಿಸುತ್ತಾರೆ. ಆದರೆ ಇತ್ತೀಚೆಗೆ ನಕಲಿ ಪತ್ರಕರ್ತರ ಹಾವಳಿಯಿಂದ ಸಾಮಾಜಿಕ ಸ್ವಾಸ್ಥ್ಯ ಹಾಳಾಗುತ್ತಿದೆ ಎಂದು ಕರ್ನಾಟಕ ಕಾರ್ಯನಿರತ ಪತ್ರಕರ್ತರ ಸಂಘದ ಜಿಲ್ಲಾ ಅಧ್ಯಕ್ಷ ಬಸವರಾಜ ಹೇಳಿದರು. ಪಟ್ಟಣದಲ್ಲಿ ಪತ್ರಕರ್ತರ ಸಂಘದ ವತಿಯಿಂದ ಹಮ್ಮಿಕೊಂಡಿದ್ದ ಪತ್ರಿಕಾ ದಿನಾಚರಣೆ ಕಾರ್ಯಕ್ರಮ ಉದ್ಘಾಟಿಸಿ ಅವರು ಮಾತನಾಡಿದರು. ಸಮಾಜದಲ್ಲಿ ಅನ್ಯಾಯಗಳ ವಿರುದ್ಧ ಧ್ವನಿ ಎತ್ತುವುದು ಪತ್ರಕರ್ತರ ಕರ್ತವ್ಯ. ಸರ್ಕಾರ ಪತ್ರಕರ್ತರಿಗೆ ಸೌಲಭ್ಯ ಕಲ್ಪಿಸಬೇಕು ಎಂದರು. ತಾಲೂಕು ಘಟಕದ ಅಧ್ಯಕ್ಷ ಸುರೇಶ ಕುಲಕರ್ಣಿ ಅಧ್ಯಕ್ಷತೆ ವಹಿಸಿದ್ದರು. ಹಿರಿಯ ಪತ್ರಕರ್ತರನ್ನು ಸನ್ಮಾನಿಸಲಾಯಿತು. ಪಟ್ಟಣದ ಪ್ರಮುಖರಾದ ನರೇಂದ್ರ, ಶಂಕರಪ್ಪ, ರಾಜು, ಪ್ರಕಾಶ ಪವಾರ, ಮಹೇಶ ಹೊನ್ನೂರ, ಪಂಡಿತ, ಪರಶುರಾಮ ಮುಂತಾದವರು ಇದ್ದರು.: [345, 1276, 553, 1497]
- lingaraj-event-photo: [1166, 161, 1504, 384]
- seminar-kicker: ರಾಷ್ಟ್ರೀಯ ವಿಚಾರ ಸಂಕಿರಣ | ವಿಶ್ರಾಂತ ಕುಲಪತಿ ಕೆ.ಸಿದ್ದಪ್ಪ ಸಲಹೆ: [345, 513, 821, 540]
- journalist-event-photo: [345, 1719, 767, 1842]
- masthead-band: [338, 69, 1520, 114]
- weather-icon: [1021, 60, 1079, 106]
- highlight-4-text: ವೈದ್ಯಕೀಯ ಕ್ಷೇತ್ರದಲ್ಲಿ ಎಐ ಬಳಕೆ ಕಾನೂನಾತ್ಮಕ ಮತ್ತು ನೈತಿಕ ಮೌಲ್ಯಗಳ ಪಾಲನೆಯ ಅಗತ್ಯವಿದೆ ಎಂದ ಪ್ರೊ. ಎಸ್.ಉಮಾಪತಿ: [876, 965, 1075, 1011]
- registration-dots-2: ●●●●: [537, 2358, 603, 2376]
- pooraka-dateline: ಹುಬ್ಬಳ್ಳಿ:: [48, 2116, 77, 2128]
- award-photo: [1120, 2180, 1508, 2341]
- max-temp-block: [1094, 52, 1143, 106]
- pandharapur-article: [787, 1270, 1140, 1367]
- sarige-title: ಸಾರಿಗೆ ಸಂಸ್ಥೆಗೆ ರಾಷ್ಟ್ರೀಯ ಪ್ರಶಸ್ತಿ: [1120, 1879, 1308, 1900]
- obit-3-dateline: ಹುಬ್ಬಳ್ಳಿ:: [48, 1716, 76, 1728]
- nakali-article: [345, 1274, 553, 1500]
- kirusuddi-label: [124, 167, 224, 203]
- sangameshwara-title: ಸಂಗಮೇಶ್ವರ ಬಸವಣ್ಣ ದೇವರ ರಥೋತ್ಸವ: [787, 1879, 1033, 1900]
- nakali-title: ನಕಲಿ ಪತ್ರಕರ್ತರಿಂದ ಸಾಮಾಜಿಕ ಸ್ವಾಸ್ಥ್ಯ ಹಾಳು: [345, 1234, 678, 1261]
- seminar-kicker-a: ರಾಷ್ಟ್ರೀಯ ವಿಚಾರ ಸಂಕಿರಣ: [345, 513, 544, 540]
- registration-dots-3: ●●●●: [982, 2358, 1048, 2376]
